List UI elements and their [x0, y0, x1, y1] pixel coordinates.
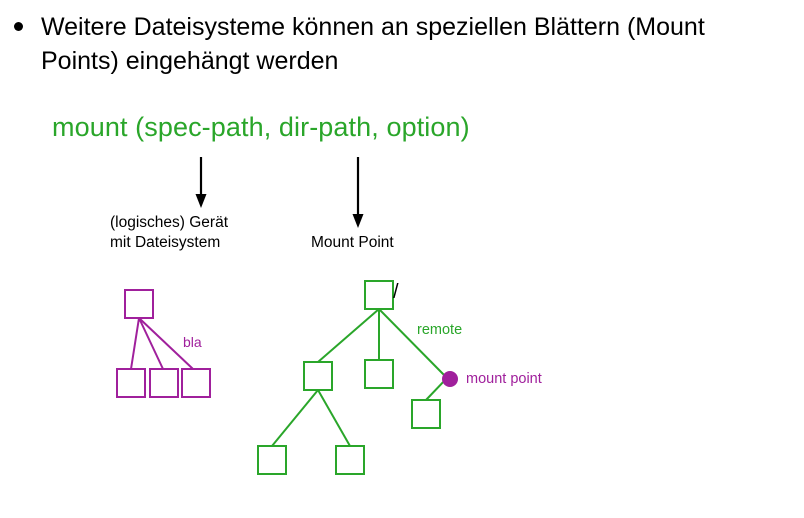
dir-path-arrow — [353, 157, 364, 228]
root-slash-label: / — [393, 281, 399, 303]
mount-signature: mount (spec-path, dir-path, option) — [52, 112, 470, 142]
subdir-b-node — [365, 360, 393, 388]
spec-path-arrow — [196, 157, 207, 208]
mount-point-dot-icon — [442, 371, 458, 387]
bullet-text: Weitere Dateisysteme können an speziellen Blättern (Mount Points) eingehängt werden — [41, 13, 705, 75]
device-label — [110, 213, 228, 253]
mount-point-label: Mount Point — [311, 234, 394, 251]
sub-leaf-2 — [336, 446, 364, 474]
bullet-item — [8, 10, 798, 78]
device-label-line1: (logisches) Gerät — [110, 214, 229, 231]
mount-point-node-label: mount point — [466, 371, 542, 387]
root-node — [365, 281, 393, 309]
device-leaf-2 — [150, 369, 178, 397]
sub-leaf-1 — [258, 446, 286, 474]
device-leaf-3 — [182, 369, 210, 397]
device-label-line2: mit Dateisystem — [110, 234, 221, 251]
device-root-node — [125, 290, 153, 318]
remote-leaf-node — [412, 400, 440, 428]
bullet-dot-icon — [14, 22, 23, 31]
device-leaf-1 — [117, 369, 145, 397]
remote-edge-label: remote — [417, 322, 463, 338]
subdir-a-node — [304, 362, 332, 390]
mounted-filesystem-tree — [258, 281, 447, 474]
bla-edge-label: bla — [183, 334, 202, 350]
